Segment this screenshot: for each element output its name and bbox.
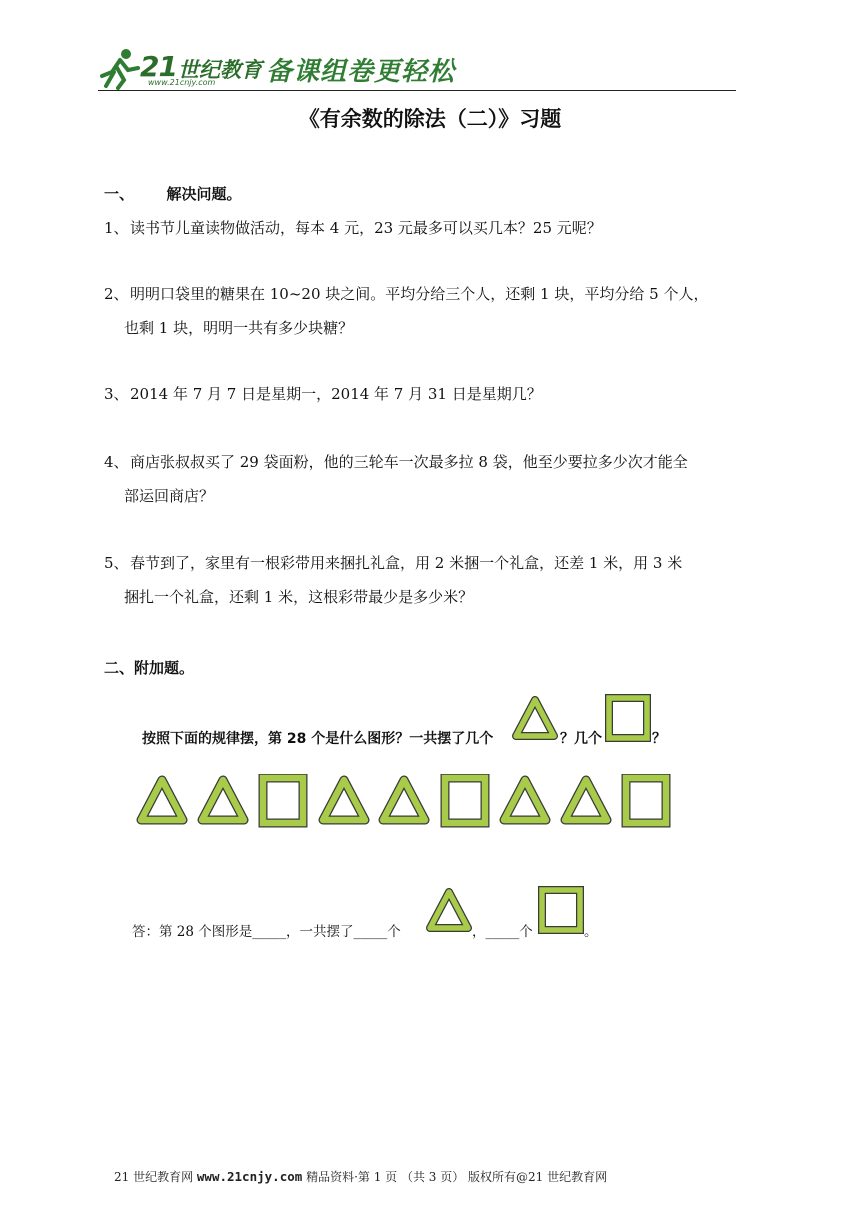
logo-url: www.21cnjy.com xyxy=(148,78,216,87)
question-text: 读书节儿童读物做活动，每本 4 元，23 元最多可以买几本？25 元呢？ xyxy=(130,219,602,237)
logo-name: 世纪教育 xyxy=(178,58,262,82)
question-text-continued: 部运回商店？ xyxy=(124,487,215,505)
question-4 xyxy=(104,445,774,513)
answer-text: 答：第 28 个图形是_____，一共摆了_____个 xyxy=(132,924,401,940)
footer-site-name: 21 世纪教育网 xyxy=(114,1170,197,1184)
question-number: 3、 xyxy=(104,385,129,403)
question-text: 明明口袋里的糖果在 10~20 块之间。平均分给三个人，还剩 1 块，平均分给 5 个人， xyxy=(130,285,709,303)
page-header xyxy=(98,40,738,96)
triangle-sticks-icon xyxy=(499,774,551,828)
question-2 xyxy=(104,277,774,345)
section-one-heading xyxy=(104,183,242,204)
triangle-sticks-icon xyxy=(318,774,370,828)
bonus-question xyxy=(142,728,493,748)
question-number: 4、 xyxy=(104,453,129,471)
bonus-text: 按照下面的规律摆，第 28 个是什么图形？一共摆了几个 xyxy=(142,731,494,747)
triangle-sticks-icon xyxy=(426,888,472,934)
page-footer xyxy=(114,1168,607,1185)
triangle-sticks-icon xyxy=(197,774,249,828)
header-slogan: 备课组卷更轻松 xyxy=(266,57,456,87)
triangle-sticks-icon xyxy=(136,774,188,828)
square-sticks-icon xyxy=(538,886,584,934)
square-sticks-icon xyxy=(439,774,491,828)
bonus-text-end: ？ xyxy=(652,731,666,747)
question-3 xyxy=(104,377,774,411)
logo-number: 21 xyxy=(140,50,177,83)
question-number: 2、 xyxy=(104,285,129,303)
section-two-heading: 二、附加题。 xyxy=(104,659,195,677)
triangle-sticks-icon xyxy=(560,774,612,828)
question-text-continued: 捆扎一个礼盒，还剩 1 米，这根彩带最少是多少米？ xyxy=(124,588,474,606)
question-5 xyxy=(104,546,774,614)
question-1 xyxy=(104,211,774,245)
question-text: 2014 年 7 月 7 日是星期一，2014 年 7 月 31 日是星期几？ xyxy=(130,385,542,403)
square-sticks-icon xyxy=(620,774,672,828)
answer-text-middle: ，_____个 xyxy=(472,924,533,940)
section-one-number: 一、 xyxy=(104,185,135,203)
question-number: 5、 xyxy=(104,554,129,572)
question-number: 1、 xyxy=(104,219,129,237)
square-sticks-icon xyxy=(257,774,309,828)
question-text: 春节到了，家里有一根彩带用来捆扎礼盒，用 2 米捆一个礼盒，还差 1 米，用 3 米 xyxy=(130,554,683,572)
triangle-sticks-icon xyxy=(512,696,558,742)
answer-line xyxy=(132,920,401,940)
header-divider xyxy=(98,90,736,91)
square-sticks-icon xyxy=(605,694,651,742)
section-one-label: 解决问题。 xyxy=(166,185,242,203)
runner-logo-icon xyxy=(98,46,142,90)
footer-url: www.21cnjy.com xyxy=(196,1169,303,1184)
question-text-continued: 也剩 1 块，明明一共有多少块糖？ xyxy=(124,319,354,337)
bonus-text-middle: ？几个 xyxy=(560,731,602,747)
page-title: 《有余数的除法（二）》习题 xyxy=(298,106,562,131)
footer-copyright: 精品资料·第 1 页 （共 3 页） 版权所有@21 世纪教育网 xyxy=(302,1170,608,1184)
triangle-sticks-icon xyxy=(378,774,430,828)
answer-text-end: 。 xyxy=(584,924,598,940)
question-text: 商店张叔叔买了 29 袋面粉，他的三轮车一次最多拉 8 袋，他至少要拉多少次才能全 xyxy=(130,453,688,471)
